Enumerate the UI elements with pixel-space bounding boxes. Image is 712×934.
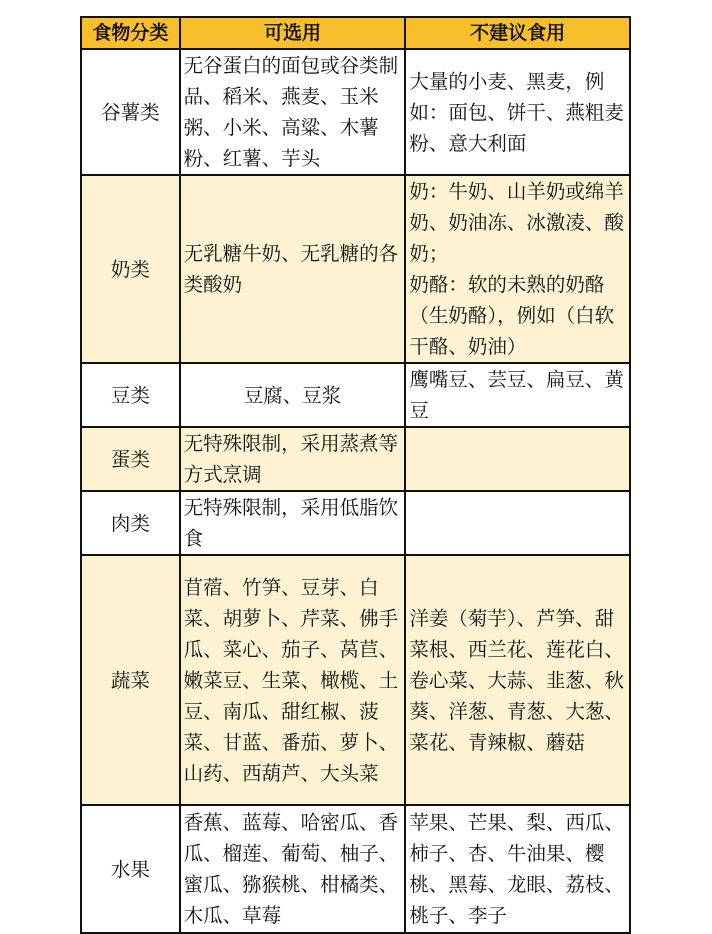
category-cell: 蔬菜 [81,555,180,805]
avoid-cell: 鹰嘴豆、芸豆、扁豆、黄豆 [405,363,630,427]
table-row [81,175,630,363]
header-allowed: 可选用 [180,17,406,49]
allowed-cell: 无谷蛋白的面包或谷类制品、稻米、燕麦、玉米粥、小米、高粱、木薯粉、红薯、芋头 [180,49,406,175]
allowed-cell: 苜蓿、竹笋、豆芽、白菜、胡萝卜、芹菜、佛手瓜、菜心、茄子、莴苣、嫩菜豆、生菜、橄榄、土豆、南瓜、甜红椒、菠菜、甘蓝、番茄、萝卜、山药、西葫芦、大头菜 [180,555,406,805]
header-avoid: 不建议食用 [405,17,630,49]
avoid-cell: 洋姜（菊芋）、芦笋、甜菜根、西兰花、莲花白、卷心菜、大蒜、韭葱、秋葵、洋葱、青葱、大葱、菜花、青辣椒、蘑菇 [405,555,630,805]
category-cell: 谷薯类 [81,49,180,175]
food-table [80,16,631,934]
table-row [81,491,630,555]
avoid-cell: 大量的小麦、黑麦，例如：面包、饼干、燕粗麦粉、意大利面 [405,49,630,175]
allowed-cell: 无乳糖牛奶、无乳糖的各类酸奶 [180,175,406,363]
category-cell: 奶类 [81,175,180,363]
table-row [81,427,630,491]
avoid-cell [405,175,630,363]
category-cell: 豆类 [81,363,180,427]
avoid-cell [405,427,630,491]
table-row [81,363,630,427]
avoid-cell [405,491,630,555]
avoid-line: 奶：牛奶、山羊奶或绵羊奶、奶油冻、冰激凌、酸奶； [409,180,624,265]
avoid-line: 奶酪：软的未熟的奶酪（生奶酪），例如（白软干酪、奶油） [409,273,615,358]
table-row [81,805,630,933]
avoid-cell: 苹果、芒果、梨、西瓜、柿子、杏、牛油果、樱桃、黑莓、龙眼、荔枝、桃子、李子 [405,805,630,933]
table-row [81,49,630,175]
category-cell: 水果 [81,805,180,933]
category-cell: 蛋类 [81,427,180,491]
allowed-cell: 无特殊限制，采用低脂饮食 [180,491,406,555]
allowed-cell: 香蕉、蓝莓、哈密瓜、香瓜、榴莲、葡萄、柚子、蜜瓜、猕猴桃、柑橘类、木瓜、草莓 [180,805,406,933]
allowed-cell: 无特殊限制，采用蒸煮等方式烹调 [180,427,406,491]
table-row [81,555,630,805]
header-category: 食物分类 [81,17,180,49]
category-cell: 肉类 [81,491,180,555]
allowed-cell: 豆腐、豆浆 [180,363,406,427]
header-row [81,17,630,49]
